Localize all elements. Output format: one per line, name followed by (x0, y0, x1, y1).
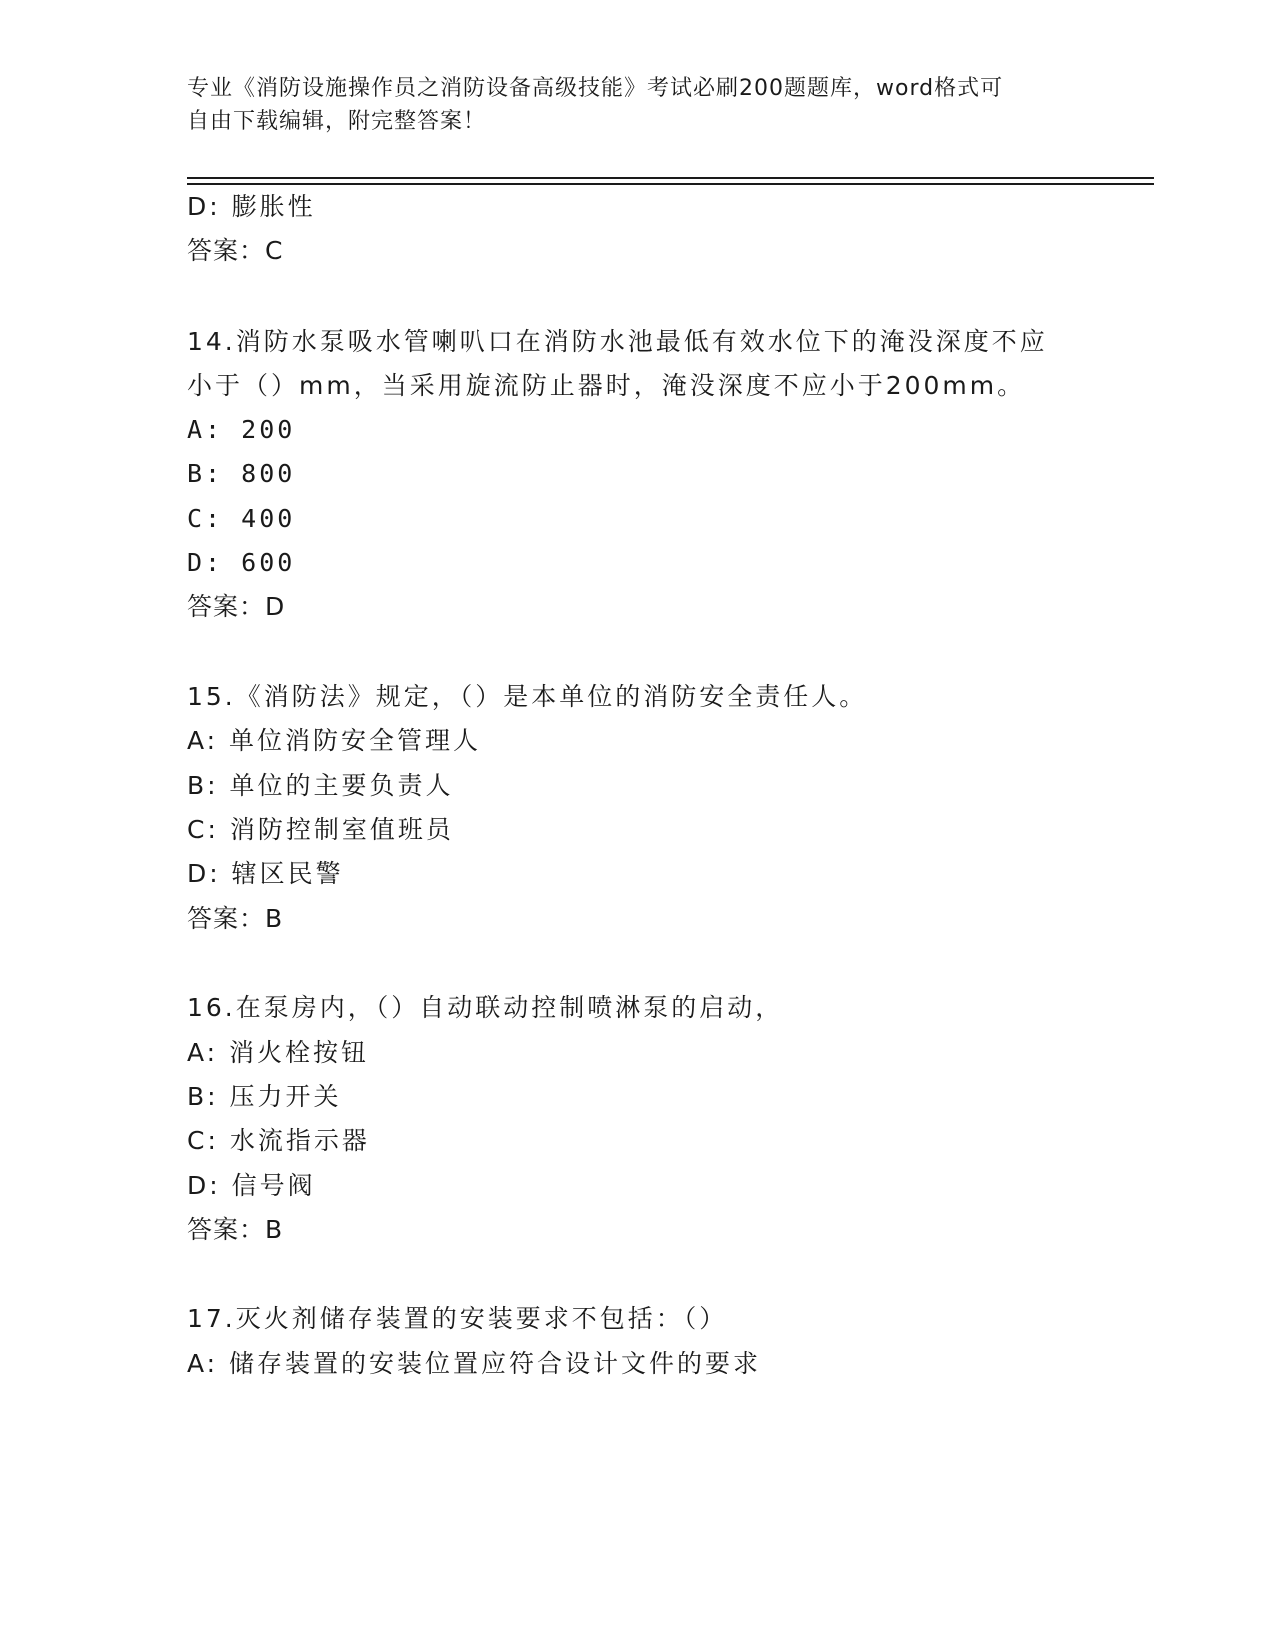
question-17: 17.灭火剂储存装置的安装要求不包括：（） (187, 1304, 728, 1333)
question-16: 16.在泵房内，（）自动联动控制喷淋泵的启动， (187, 993, 784, 1022)
option-b-q15: B: 单位的主要负责人 (187, 771, 454, 800)
question-15: 15.《消防法》规定，（）是本单位的消防安全责任人。 (187, 682, 868, 711)
option-a-q16: A: 消火栓按钮 (187, 1038, 370, 1067)
question-14-line-1: 14.消防水泵吸水管喇叭口在消防水池最低有效水位下的淹没深度不应 (187, 327, 1048, 356)
option-c-q14: C: 400 (187, 504, 296, 533)
option-d-q13: D: 膨胀性 (187, 192, 316, 221)
answer-q14: 答案：D (187, 592, 286, 621)
option-b-q16: B: 压力开关 (187, 1082, 342, 1111)
option-c-q16: C: 水流指示器 (187, 1126, 370, 1155)
header-line-1: 专业《消防设施操作员之消防设备高级技能》考试必刷200题题库，word格式可 (187, 76, 1004, 101)
answer-q16: 答案：B (187, 1215, 284, 1244)
question-14-line-2: 小于（）mm，当采用旋流防止器时，淹没深度不应小于200mm。 (187, 371, 1026, 400)
header-divider-bottom (187, 183, 1154, 185)
option-d-q14: D: 600 (187, 548, 296, 577)
option-b-q14: B: 800 (187, 459, 296, 488)
document-header (187, 72, 1087, 138)
header-divider-top (187, 177, 1154, 179)
header-line-2: 自由下载编辑，附完整答案！ (187, 109, 487, 134)
option-d-q15: D: 辖区民警 (187, 859, 344, 888)
option-a-q17: A: 储存装置的安装位置应符合设计文件的要求 (187, 1349, 762, 1378)
answer-q15: 答案：B (187, 904, 284, 933)
answer-q13: 答案：C (187, 236, 284, 265)
option-d-q16: D: 信号阀 (187, 1171, 316, 1200)
option-a-q15: A: 单位消防安全管理人 (187, 726, 482, 755)
option-a-q14: A: 200 (187, 415, 296, 444)
option-c-q15: C: 消防控制室值班员 (187, 815, 454, 844)
